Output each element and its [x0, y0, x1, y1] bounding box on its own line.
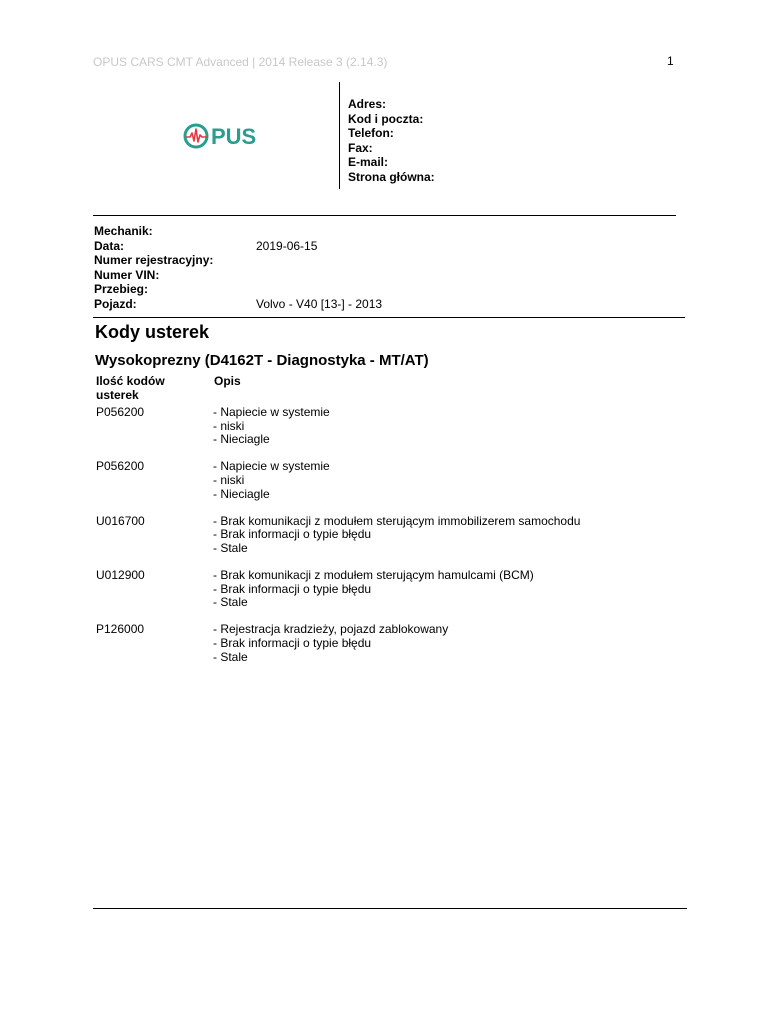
fault-description — [213, 460, 330, 501]
contact-email-label: E-mail: — [348, 155, 389, 169]
fault-description — [213, 406, 330, 447]
fault-description-line: - niski — [213, 418, 245, 433]
fault-code: U016700 — [96, 513, 145, 528]
contact-website-label: Strona główna: — [348, 169, 435, 184]
fault-description-line: - Nieciagle — [213, 432, 270, 447]
fault-description-line: - Brak komunikacji z modułem sterującym immobilizerem samochodu — [213, 513, 581, 528]
contact-address-label: Adres: — [348, 97, 387, 111]
fault-description-line: - Brak informacji o typie błędu — [213, 527, 372, 542]
fault-description — [213, 623, 448, 664]
fault-description-line: - Napiecie w systemie — [213, 405, 330, 419]
info-label: Numer VIN: — [94, 267, 160, 282]
contact-phone-label: Telefon: — [348, 126, 394, 140]
header-divider — [339, 82, 340, 189]
fault-code: P126000 — [96, 622, 145, 637]
fault-description — [213, 569, 534, 610]
info-label: Numer rejestracyjny: — [94, 253, 214, 268]
fault-description-line: - niski — [213, 473, 245, 487]
column-header-description: Opis — [214, 374, 241, 388]
fault-row — [96, 623, 696, 677]
fault-description-line: - Brak komunikacji z modułem sterującym hamulcami (BCM) — [213, 567, 534, 582]
info-label: Data: — [94, 238, 125, 253]
fault-description — [213, 515, 580, 556]
fault-row — [96, 515, 696, 569]
fault-description-line: - Napiecie w systemie — [213, 459, 330, 474]
subsection-title: Wysokoprezny (D4162T - Diagnostyka - MT/AT) — [95, 352, 429, 369]
info-label: Przebieg: — [94, 282, 149, 297]
contact-fax-label: Fax: — [348, 140, 373, 155]
fault-description-line: - Stale — [213, 649, 248, 664]
divider-top — [93, 215, 676, 216]
contact-postal-label: Kod i poczta: — [348, 111, 424, 126]
fault-description-line: - Nieciagle — [213, 486, 270, 501]
fault-code: U012900 — [96, 567, 145, 582]
fault-code: P056200 — [96, 405, 145, 419]
info-value: 2019-06-15 — [256, 238, 318, 253]
fault-row — [96, 460, 696, 514]
fault-list — [96, 406, 696, 677]
fault-description-line: - Rejestracja kradzieży, pojazd zablokowany — [213, 622, 449, 637]
divider-bottom — [93, 908, 687, 909]
fault-code: P056200 — [96, 459, 145, 474]
fault-description-line: - Brak informacji o typie błędu — [213, 581, 372, 596]
fault-row — [96, 406, 696, 460]
info-label: Mechanik: — [94, 224, 153, 238]
fault-description-line: - Stale — [213, 541, 248, 555]
divider-middle — [93, 317, 685, 318]
logo-text: PUS — [211, 124, 257, 149]
fault-row — [96, 569, 696, 623]
fault-description-line: - Stale — [213, 595, 248, 610]
page-number: 1 — [667, 54, 674, 68]
info-label: Pojazd: — [94, 296, 137, 311]
column-header-code: Ilość kodów usterek — [96, 374, 165, 402]
fault-description-line: - Brak informacji o typie błędu — [213, 635, 372, 650]
section-title: Kody usterek — [95, 322, 210, 342]
page-header-text: OPUS CARS CMT Advanced | 2014 Release 3 (2.14.3) — [93, 55, 388, 69]
contact-block — [348, 97, 435, 184]
opus-logo — [182, 120, 262, 152]
info-value: Volvo - V40 [13-] - 2013 — [256, 296, 383, 311]
